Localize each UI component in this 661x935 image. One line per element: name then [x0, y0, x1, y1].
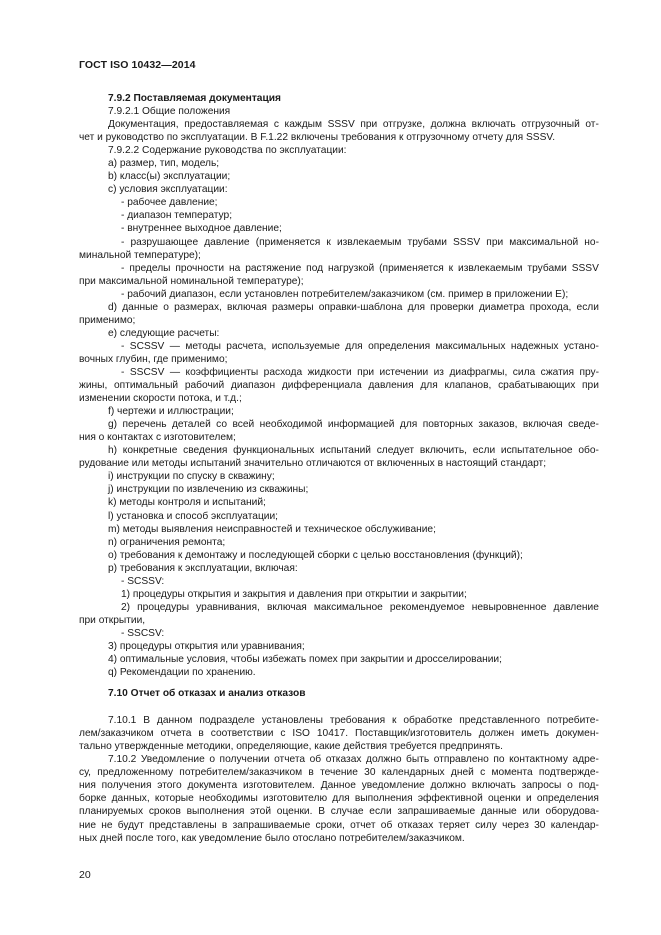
text-line: q) Рекомендации по хранению.: [108, 667, 256, 679]
text-line: 7.10.2 Уведомление о получении отчета об отказах должно быть отправлено по контактному адре-: [108, 754, 599, 766]
spacer: [79, 679, 599, 687]
text-line: су, предложенному потребителем/заказчиком в течение 30 календарных дней с момента подтвержде-: [79, 767, 599, 779]
text-line: Документация, предоставляемая с каждым SSSV при отгрузке, должна включать отгрузочный от-: [108, 119, 599, 131]
text-line: k) методы контроля и испытаний;: [108, 497, 266, 509]
text-line: лем/заказчиком отчета в соответствии с ISO 10417. Поставщик/изготовитель должен иметь докумен-: [79, 728, 599, 740]
text-line: c) условия эксплуатации:: [108, 184, 228, 196]
text-line: - рабочий диапазон, если установлен потребителем/заказчиком (см. пример в приложении Е);: [121, 288, 569, 300]
text-line: e) следующие расчеты:: [108, 327, 220, 339]
text-line: h) конкретные сведения функциональных испытаний следует включить, если испытательное обо-: [108, 445, 599, 457]
text-line: жины, оптимальный рабочий диапазон дифференциала давления для клапанов, срабатывающих при: [79, 380, 599, 392]
spacer: [79, 700, 599, 714]
text-line: 7.10 Отчет об отказах и анализ отказов: [108, 688, 306, 700]
text-line: - SCSSV:: [121, 575, 165, 587]
text-line: при открытии,: [79, 614, 146, 626]
text-line: борке данных, которые необходимы изготовителю для выполнения эффективной оценки и определения: [79, 793, 599, 805]
text-line: - диапазон температур;: [121, 210, 233, 222]
text-line: - SCSSV — методы расчета, используемые для определения максимальных надежных устано-: [121, 340, 599, 352]
text-line: 3) процедуры открытия или уравнивания;: [108, 640, 305, 652]
page-number: 20: [79, 869, 91, 881]
text-line: минальной температуре);: [79, 249, 201, 261]
document-body: [79, 92, 599, 845]
text-line: 7.9.2.2 Содержание руководства по эксплуатации:: [108, 145, 347, 157]
text-line: рудование или методы испытаний значительно отличаются от включенных в настоящий стандарт;: [79, 458, 547, 470]
text-line: - рабочее давление;: [121, 197, 218, 209]
text-line: изменении скорости потока, и т.д.;: [79, 393, 242, 405]
text-line: ния получения этого документа изготовителем. Данное уведомление должно включать запросы о под-: [79, 780, 599, 792]
text-line: применимо;: [79, 314, 136, 326]
text-line: f) чертежи и иллюстрации;: [108, 406, 234, 418]
text-line: ния о контактах с изготовителем;: [79, 432, 236, 444]
text-line: p) требования к эксплуатации, включая:: [108, 562, 298, 574]
text-line: тально утвержденные методики, определяющие, какие действия требуется предпринять.: [79, 741, 503, 753]
text-line: l) установка и способ эксплуатации;: [108, 510, 279, 522]
text-line: 7.10.1 В данном подразделе установлены требования к обработке представленного потребите-: [108, 715, 599, 727]
text-line: i) инструкции по спуску в скважину;: [108, 471, 275, 483]
text-line: - внутреннее выходное давление;: [121, 223, 282, 235]
text-line: 1) процедуры открытия и закрытия и давления при открытии и закрытии;: [121, 588, 467, 600]
text-line: m) методы выявления неисправностей и техническое обслуживание;: [108, 523, 436, 535]
text-line: a) размер, тип, модель;: [108, 158, 220, 170]
text-line: d) данные о размерах, включая размеры оправки-шаблона для проверки диаметра прохода, если: [108, 301, 599, 313]
text-line: при максимальной номинальной температуре);: [79, 275, 304, 287]
text-line: n) ограничения ремонта;: [108, 536, 226, 548]
text-line: - разрушающее давление (применяется к извлекаемым трубами SSSV при максимальной но-: [121, 236, 599, 248]
text-line: - пределы прочности на растяжение под нагрузкой (применяется к извлекаемым трубами SSSV: [121, 262, 599, 274]
text-line: планируемых сроков выполнения этой оценки. В случае если запрашиваемые данные или оборудова-: [79, 806, 599, 818]
text-line: 2) процедуры уравнивания, включая максимальное рекомендуемое невыровненное давление: [121, 601, 599, 613]
text-line: - SSCSV:: [121, 627, 165, 639]
text-line: b) класс(ы) эксплуатации;: [108, 171, 231, 183]
text-line: g) перечень деталей со всей необходимой информацией для повторных заказов, включая сведе-: [108, 419, 599, 431]
text-line: ние не будут представлены в запрашиваемые сроки, отчет об отказах теряет силу через 30 календар-: [79, 819, 599, 831]
text-line: 7.9.2.1 Общие положения: [108, 106, 231, 118]
text-line: - SSCSV — коэффициенты расхода жидкости при истечении из диафрагмы, сила сжатия пру-: [121, 366, 599, 378]
text-line: 4) оптимальные условия, чтобы избежать помех при закрытии и дросселировании;: [108, 654, 502, 666]
text-line: j) инструкции по извлечению из скважины;: [108, 484, 309, 496]
text-line: ных дней после того, как уведомление было отослано потребителем/заказчиком.: [79, 832, 465, 844]
text-line: вочных глубин, где применимо;: [79, 353, 228, 365]
standard-id: ГОСТ ISO 10432—2014: [79, 59, 196, 71]
text-line: чет и руководство по эксплуатации. В F.1.22 включены требования к отгрузочному отчету для SSSV.: [79, 132, 556, 144]
text-line: 7.9.2 Поставляемая документация: [108, 93, 281, 104]
text-line: o) требования к демонтажу и последующей сборки с целью восстановления (функций);: [108, 549, 523, 561]
